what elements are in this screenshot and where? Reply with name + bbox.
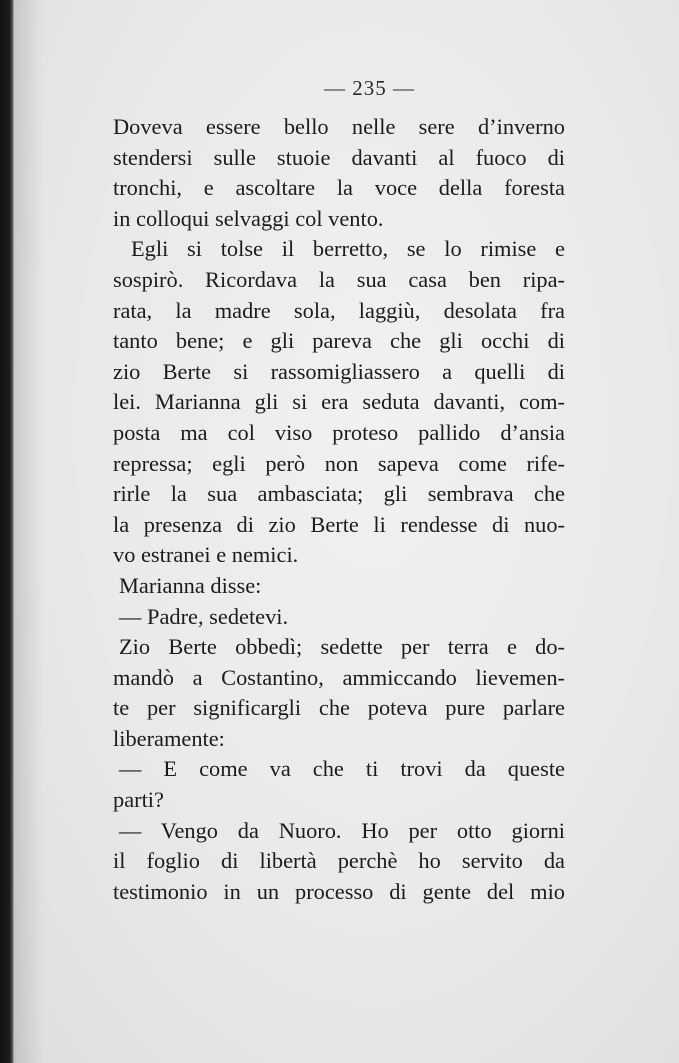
text-line: — Padre, sedetevi. (119, 603, 289, 629)
text-line: — Vengo da Nuoro. Ho per otto giorni (119, 817, 565, 843)
body-text (113, 112, 565, 907)
text-line: in colloqui selvaggi col vento. (113, 205, 384, 231)
text-line: te per significargli che poteva pure parlare (113, 695, 565, 721)
text-line: liberamente: (113, 725, 225, 751)
text-line: tanto bene; e gli pareva che gli occhi di (113, 328, 565, 354)
text-line: testimonio in un processo di gente del mio (113, 878, 565, 904)
page-number: — 235 — (324, 76, 415, 100)
binding-shadow (14, 0, 44, 1063)
text-line: parti? (113, 787, 164, 813)
text-line: lei. Marianna gli si era seduta davanti, com- (113, 389, 565, 415)
text-line: Marianna disse: (119, 572, 262, 598)
text-line: Doveva essere bello nelle sere d’inverno (113, 114, 565, 139)
text-line: Zio Berte obbedì; sedette per terra e do- (119, 634, 565, 660)
text-line: repressa; egli però non sapeva come rife- (113, 450, 565, 476)
text-line: posta ma col viso proteso pallido d’ansia (113, 419, 565, 445)
binding-edge (0, 0, 14, 1063)
text-line: la presenza di zio Berte li rendesse di nuo- (113, 511, 565, 537)
text-line: rirle la sua ambasciata; gli sembrava che (113, 481, 565, 507)
text-line: Egli si tolse il berretto, se lo rimise e (131, 236, 565, 262)
text-line: rata, la madre sola, laggiù, desolata fra (113, 297, 565, 323)
text-line: vo estranei e nemici. (113, 542, 299, 568)
text-line: il foglio di libertà perchè ho servito da (113, 848, 565, 874)
text-line: tronchi, e ascoltare la voce della foresta (113, 175, 565, 201)
text-line: mandò a Costantino, ammiccando lievemen- (113, 664, 565, 690)
text-line: zio Berte si rassomigliassero a quelli di (113, 358, 565, 384)
text-line: — E come va che ti trovi da queste (119, 756, 565, 782)
text-line: sospirò. Ricordava la sua casa ben ripa- (113, 266, 565, 292)
text-line: stendersi sulle stuoie davanti al fuoco di (113, 144, 565, 170)
